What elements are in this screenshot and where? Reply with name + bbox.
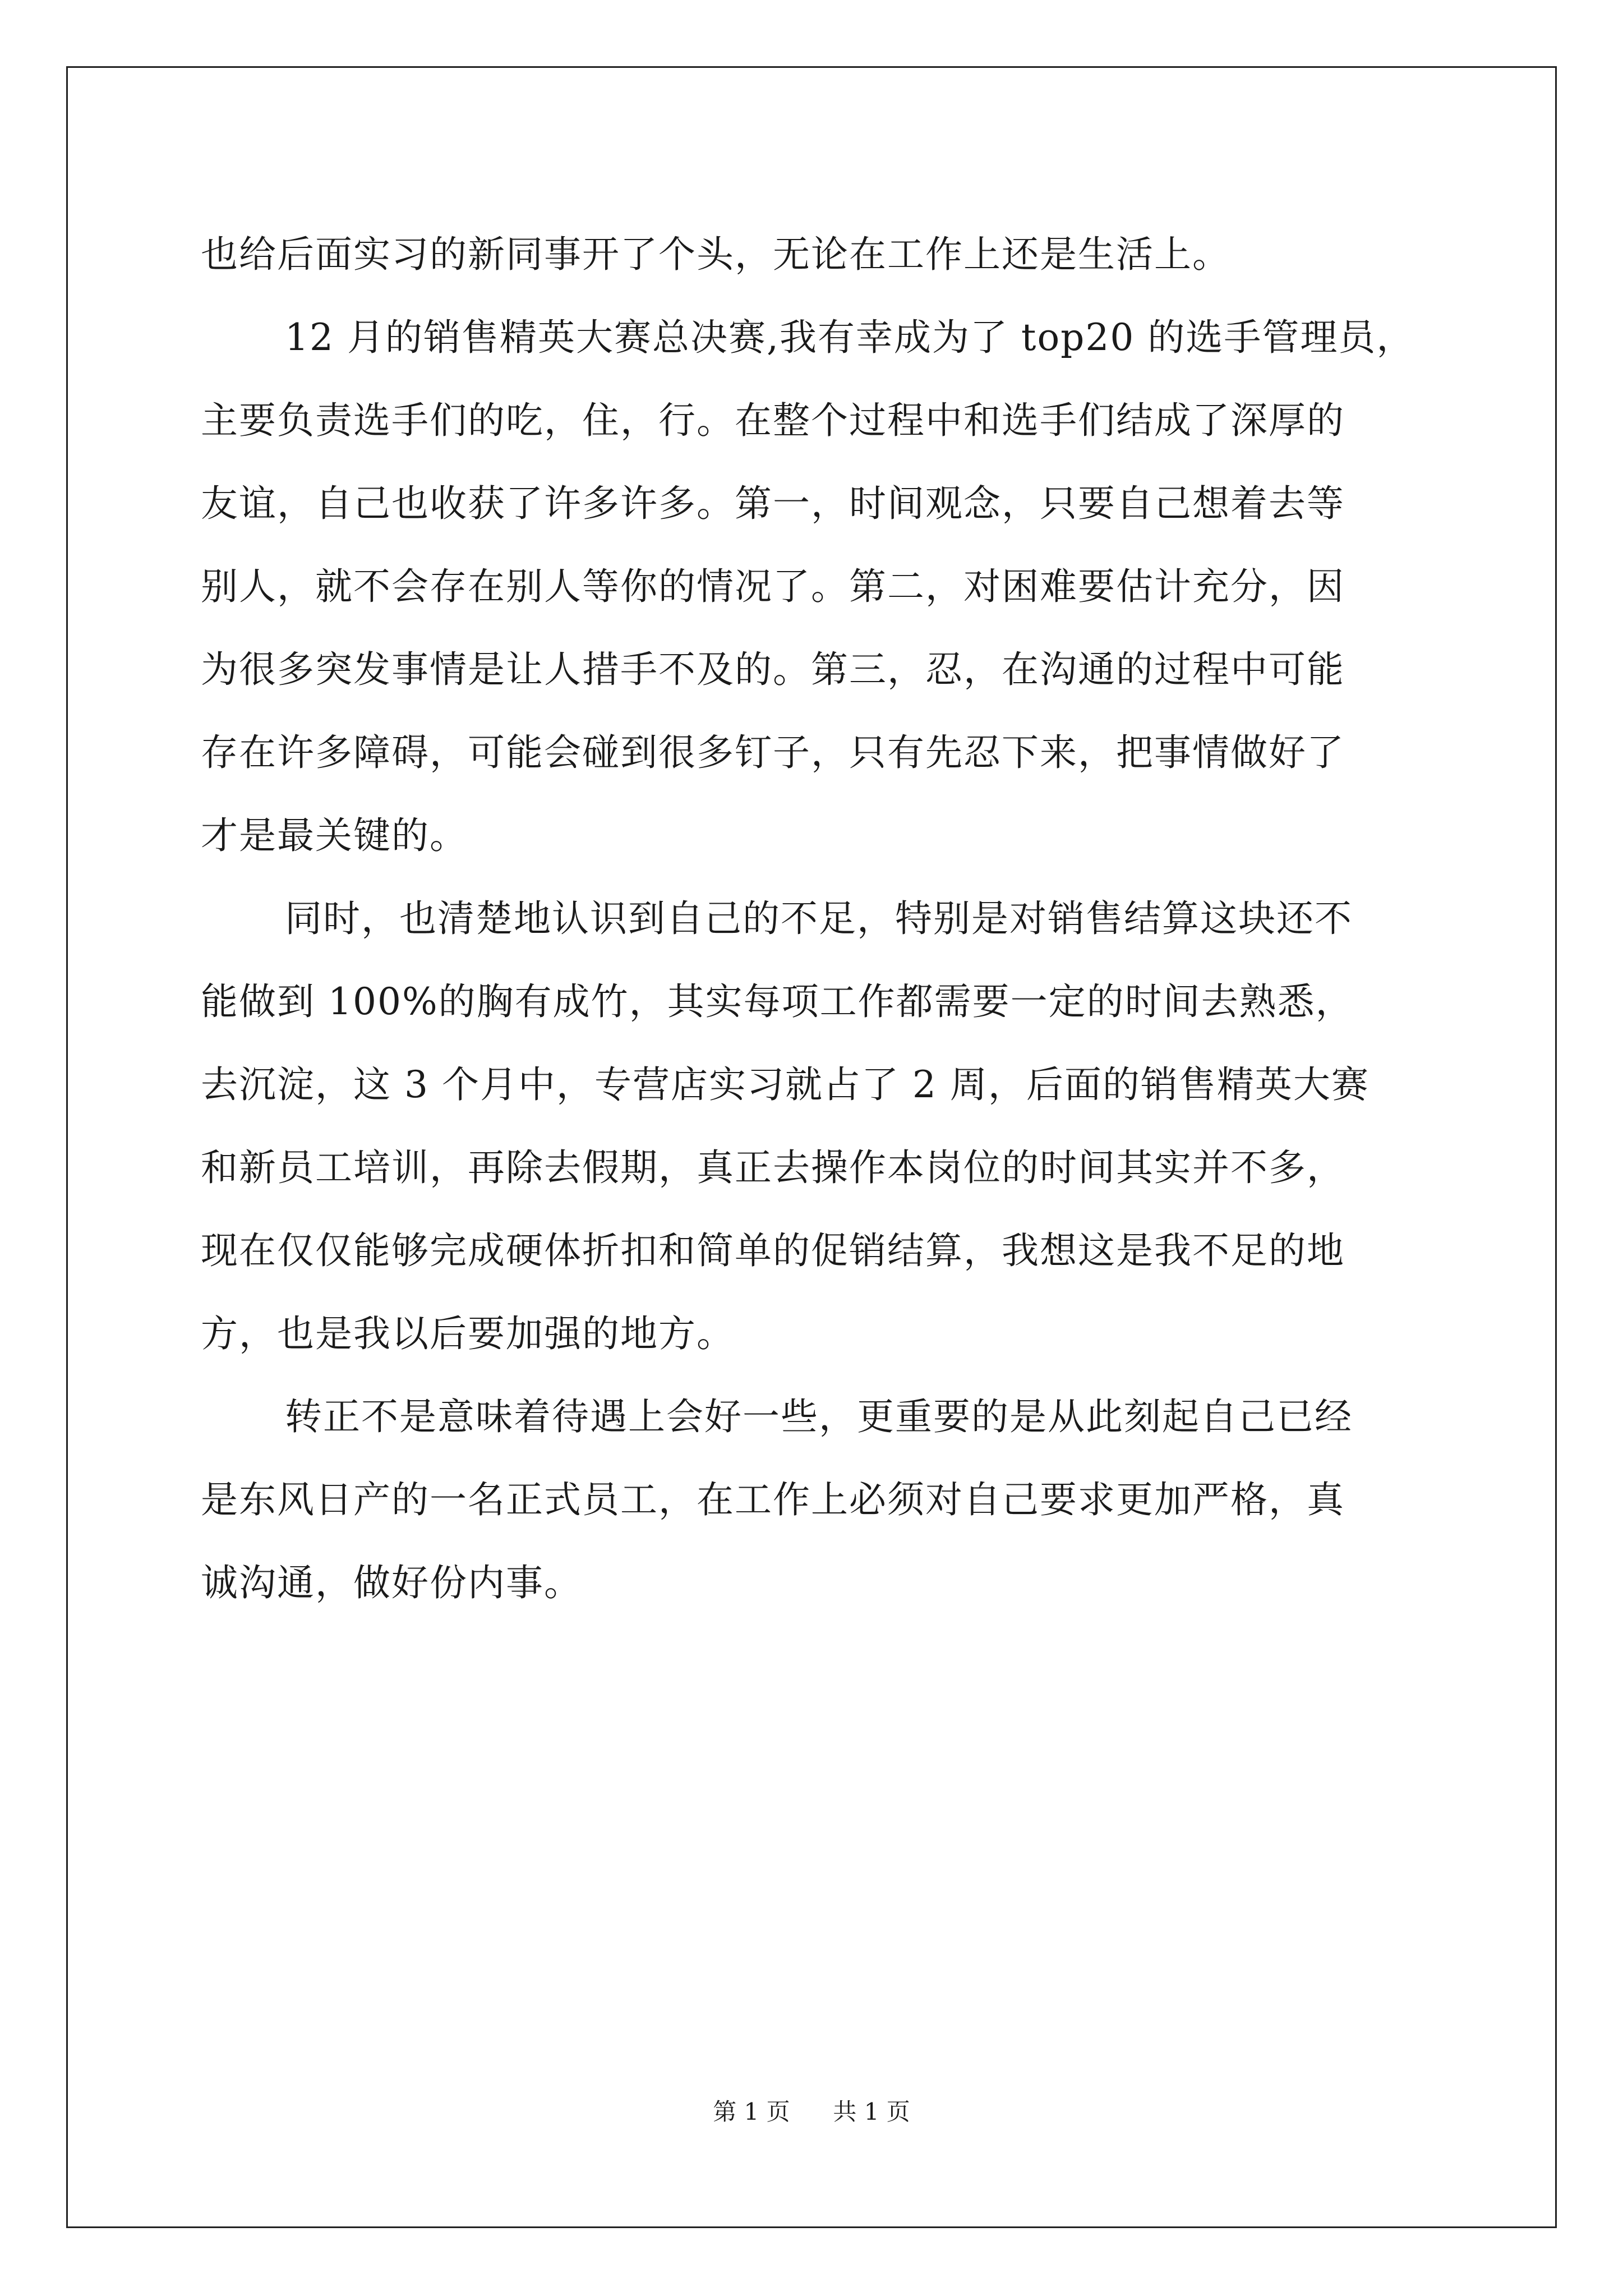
text-line: 别人，就不会存在别人等你的情况了。第二，对困难要估计充分，因 [201, 565, 1345, 608]
text-line: 12 月的销售精英大赛总决赛,我有幸成为了 top20 的选手管理员， [285, 316, 1415, 359]
text-line: 是东风日产的一名正式员工，在工作上必须对自己要求更加严格，真 [201, 1478, 1345, 1521]
text-line: 转正不是意味着待遇上会好一些，更重要的是从此刻起自己已经 [285, 1395, 1353, 1438]
text-line: 为很多突发事情是让人措手不及的。第三，忍，在沟通的过程中可能 [201, 648, 1345, 691]
text-line: 能做到 100%的胸有成竹，其实每项工作都需要一定的时间去熟悉， [201, 980, 1354, 1023]
text-line: 才是最关键的。 [201, 814, 468, 857]
text-line: 也给后面实习的新同事开了个头，无论在工作上还是生活上。 [201, 233, 1230, 276]
text-line: 方，也是我以后要加强的地方。 [201, 1312, 735, 1355]
page-footer [0, 2095, 1623, 2129]
text-line: 友谊，自己也收获了许多许多。第一，时间观念，只要自己想着去等 [201, 482, 1345, 525]
document-body [201, 213, 1435, 1625]
text-line: 和新员工培训，再除去假期，真正去操作本岗位的时间其实并不多， [201, 1146, 1345, 1189]
page-total: 共 1 页 [833, 2098, 910, 2125]
text-line: 现在仅仅能够完成硬体折扣和简单的促销结算，我想这是我不足的地 [201, 1229, 1345, 1272]
text-line: 去沉淀，这 3 个月中，专营店实习就占了 2 周，后面的销售精英大赛 [201, 1063, 1370, 1106]
text-line: 主要负责选手们的吃，住，行。在整个过程中和选手们结成了深厚的 [201, 399, 1345, 442]
text-line: 诚沟通，做好份内事。 [201, 1561, 582, 1604]
text-line: 同时，也清楚地认识到自己的不足，特别是对销售结算这块还不 [285, 897, 1353, 940]
text-line: 存在许多障碍，可能会碰到很多钉子，只有先忍下来，把事情做好了 [201, 731, 1345, 774]
page-number: 第 1 页 [713, 2098, 790, 2125]
